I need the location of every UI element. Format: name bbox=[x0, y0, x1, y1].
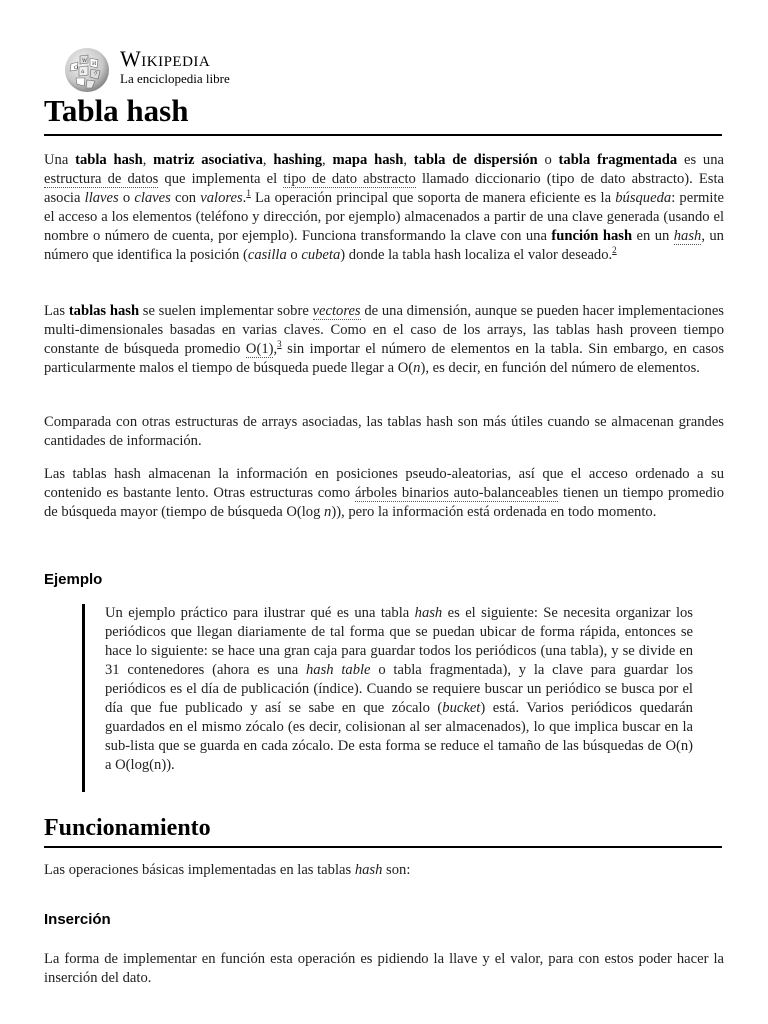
text: en un bbox=[632, 228, 674, 244]
bold-term: tablas hash bbox=[68, 303, 140, 319]
italic-term: n bbox=[324, 504, 332, 520]
heading-funcionamiento: Funcionamiento bbox=[44, 813, 722, 848]
paragraph-insercion: La forma de implementar en función esta operación es pidiendo la llave y el valor, para con estos poder hacer la inserción del dato. bbox=[44, 951, 724, 986]
text: o bbox=[286, 247, 302, 263]
heading-insercion: Inserción bbox=[44, 911, 111, 928]
text: La operación principal que soporta de manera eficiente es la bbox=[250, 190, 616, 206]
paragraph-operaciones bbox=[44, 861, 724, 880]
text: , bbox=[262, 152, 274, 168]
wikipedia-globe-icon bbox=[62, 44, 112, 94]
italic-term: hash bbox=[354, 862, 383, 878]
text: : permite el acceso a los elementos (teléfono y dirección, por ejemplo) almacenados a partir de una clave generada (usando el nombre o número de cuenta, por ejemplo). Funciona transformando la clave con una bbox=[44, 190, 724, 244]
italic-term: casilla bbox=[247, 247, 287, 263]
text: se suelen implementar sobre bbox=[139, 303, 313, 319]
blockquote-text bbox=[105, 604, 693, 775]
text: o bbox=[537, 152, 559, 168]
svg-text:И: И bbox=[92, 61, 97, 67]
italic-term: valores bbox=[200, 190, 243, 206]
text: sin importar el número de elementos en la tabla. Sin embargo, en casos particularmente malos el tiempo de búsqueda puede llegar a O( bbox=[44, 341, 725, 376]
text: Las operaciones básicas implementadas en las tablas bbox=[44, 862, 355, 878]
italic-term: búsqueda bbox=[615, 190, 672, 206]
italic-term: bucket bbox=[442, 700, 481, 716]
italic-term: claves bbox=[134, 190, 171, 206]
text: llamado diccionario (tipo de dato abstracto). Esta asocia bbox=[44, 171, 724, 206]
bold-term: mapa hash bbox=[332, 152, 404, 168]
bold-term: tabla fragmentada bbox=[558, 152, 678, 168]
text: con bbox=[170, 190, 201, 206]
bold-term: tabla hash bbox=[75, 152, 143, 168]
wikipedia-logo[interactable] bbox=[62, 44, 230, 94]
link-o1[interactable]: O(1) bbox=[245, 341, 274, 357]
bold-term: hashing bbox=[273, 152, 323, 168]
bold-term: tabla de dispersión bbox=[413, 152, 538, 168]
svg-text:ウ: ウ bbox=[93, 71, 99, 77]
example-blockquote bbox=[82, 604, 695, 792]
italic-term: hash bbox=[414, 605, 443, 621]
paragraph-pseudo-aleatorias bbox=[44, 465, 724, 522]
text: es una bbox=[677, 152, 725, 168]
link-hash[interactable]: hash bbox=[673, 228, 702, 244]
text: , bbox=[142, 152, 154, 168]
italic-term: hash table bbox=[306, 662, 371, 678]
text: . bbox=[242, 190, 247, 206]
text: o tabla fragmentada), y la clave para guardar los periódicos es el día de publicación (índice). Cuando se requiere buscar un periódico se busca por el día que fue publicado y así se sabe en que zócalo ( bbox=[105, 662, 694, 716]
text: ), es decir, en función del número de elementos. bbox=[420, 360, 700, 376]
text: , bbox=[403, 152, 414, 168]
text: Las bbox=[44, 303, 69, 319]
text: Un ejemplo práctico para ilustrar qué es una tabla bbox=[105, 605, 415, 621]
text: ) donde la tabla hash localiza el valor deseado. bbox=[340, 247, 613, 263]
wordmark bbox=[120, 48, 230, 88]
svg-text:W: W bbox=[82, 58, 88, 64]
reference-3[interactable]: 3 bbox=[277, 339, 282, 350]
text: o bbox=[118, 190, 135, 206]
text: ) está. Varios periódicos quedarán guardados en el mismo zócalo (es decir, colisionan al ser almacenados), lo que implica buscar en la sub-lista que se guarda en cada zócalo. De esta forma se reduce el tamaño de las búsquedas de O(n) a O(log(n)). bbox=[105, 700, 693, 773]
text: , bbox=[322, 152, 333, 168]
italic-term: cubeta bbox=[301, 247, 341, 263]
italic-term: n bbox=[413, 360, 421, 376]
text: son: bbox=[382, 862, 411, 878]
text: , un número que identifica la posición ( bbox=[44, 228, 724, 263]
text: es el siguiente: Se necesita organizar los periódicos que llegan diariamente de tal forma que se puedan ubicar de forma rápida, entonces se hace lo siguiente: se hace una gran caja para guardar todos los periódicos (una tabla), y se divide en 31 contenedores (ahora es una bbox=[105, 605, 693, 678]
link-vectores[interactable]: vectores bbox=[312, 303, 361, 319]
intro-paragraph bbox=[44, 151, 724, 265]
text: , bbox=[273, 341, 278, 357]
text: tienen un tiempo promedio de búsqueda mayor (tiempo de búsqueda O(log bbox=[44, 485, 724, 520]
link-estructura-de-datos[interactable]: estructura de datos bbox=[44, 171, 159, 187]
text: Las tablas hash almacenan la información en posiciones pseudo-aleatorias, así que el acceso ordenado a su contenido es bastante lento. Otras estructuras como bbox=[44, 466, 724, 501]
paragraph-comparada: Comparada con otras estructuras de arrays asociadas, las tablas hash son más útiles cuando se almacenan grandes cantidades de información. bbox=[44, 414, 724, 449]
link-arboles-binarios[interactable]: árboles binarios auto-balanceables bbox=[354, 485, 559, 501]
svg-text:ά: ά bbox=[81, 69, 85, 75]
bold-term: matriz asociativa bbox=[153, 152, 263, 168]
wordmark-tagline: La enciclopedia libre bbox=[120, 71, 230, 86]
reference-1[interactable]: 1 bbox=[246, 188, 251, 199]
svg-text:Ω: Ω bbox=[74, 65, 79, 71]
paragraph-vectores bbox=[44, 302, 724, 378]
italic-term: llaves bbox=[84, 190, 119, 206]
text: de una dimensión, aunque se pueden hacer implementaciones multi-dimensionales basadas en varias claves. Como en el caso de los arrays, las tablas hash proveen tiempo constante de búsqueda promedio bbox=[44, 303, 724, 357]
link-tipo-de-dato-abstracto[interactable]: tipo de dato abstracto bbox=[283, 171, 416, 187]
wordmark-title: Wikipedia bbox=[120, 46, 211, 71]
bold-term: función hash bbox=[551, 228, 633, 244]
heading-ejemplo: Ejemplo bbox=[44, 571, 103, 588]
text: que implementa el bbox=[158, 171, 284, 187]
text: Una bbox=[44, 152, 76, 168]
text: )), pero la información está ordenada en todo momento. bbox=[331, 504, 657, 520]
page-title: Tabla hash bbox=[44, 92, 722, 136]
reference-2[interactable]: 2 bbox=[612, 245, 617, 256]
